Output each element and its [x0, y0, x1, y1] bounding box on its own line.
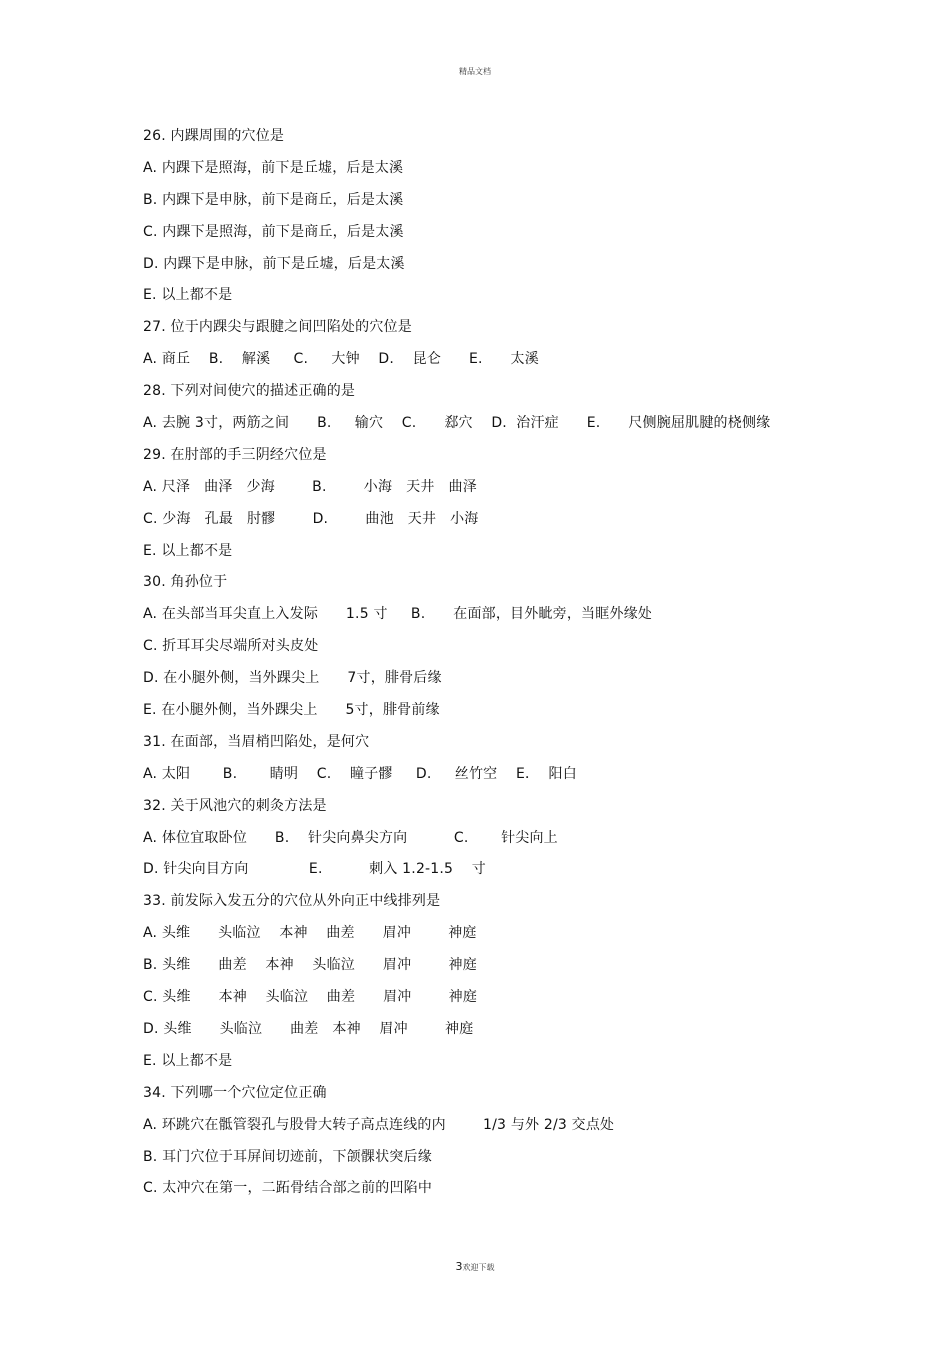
question-30-option-c: C. 折耳耳尖尽端所对头皮处 — [143, 638, 319, 655]
header-text: 精品文档 — [459, 67, 491, 76]
page-number: 3 — [455, 1260, 463, 1273]
question-33-option-c: C. 头维 本神 头临泣 曲差 眉冲 神庭 — [143, 989, 478, 1006]
question-27-options: A. 商丘 B. 解溪 C. 大钟 D. 昆仑 E. 太溪 — [143, 351, 539, 368]
question-26-option-a: A. 内踝下是照海，前下是丘墟，后是太溪 — [143, 159, 404, 176]
question-34-option-a: A. 环跳穴在骶管裂孔与股骨大转子高点连线的内 1/3 与外 2/3 交点处 — [143, 1116, 615, 1133]
question-34-title: 34. 下列哪一个穴位定位正确 — [143, 1084, 327, 1101]
question-34-option-c: C. 太冲穴在第一，二跖骨结合部之前的凹陷中 — [143, 1180, 433, 1197]
question-32-options-abc: A. 体位宜取卧位 B. 针尖向鼻尖方向 C. 针尖向上 — [143, 829, 558, 846]
question-28-options: A. 去腕 3寸，两筋之间 B. 输穴 C. 郄穴 D. 治汗症 E. 尺侧腕屈肌腱的桡侧缘 — [143, 415, 771, 432]
question-32-title: 32. 关于风池穴的刺灸方法是 — [143, 797, 327, 814]
question-30-options-ab: A. 在头部当耳尖直上入发际 1.5 寸 B. 在面部，目外眦旁，当眶外缘处 — [143, 606, 653, 623]
question-33-option-b: B. 头维 曲差 本神 头临泣 眉冲 神庭 — [143, 957, 477, 974]
question-34-option-b: B. 耳门穴位于耳屏间切迹前，下颌髁状突后缘 — [143, 1148, 432, 1165]
question-26-option-c: C. 内踝下是照海，前下是商丘，后是太溪 — [143, 223, 404, 240]
question-33-option-d: D. 头维 头临泣 曲差 本神 眉冲 神庭 — [143, 1020, 474, 1037]
question-33-title: 33. 前发际入发五分的穴位从外向正中线排列是 — [143, 893, 441, 910]
question-29-title: 29. 在肘部的手三阴经穴位是 — [143, 446, 327, 463]
question-26-option-d: D. 内踝下是申脉，前下是丘墟，后是太溪 — [143, 255, 405, 272]
question-29-options-cd: C. 少海 孔最 肘髎 D. 曲池 天井 小海 — [143, 510, 479, 527]
question-32-options-de: D. 针尖向目方向 E. 刺入 1.2-1.5 寸 — [143, 861, 486, 878]
page-footer — [0, 1260, 950, 1273]
question-33-option-a: A. 头维 头临泣 本神 曲差 眉冲 神庭 — [143, 925, 477, 942]
footer-text: 欢迎下载 — [462, 1263, 495, 1272]
question-26-title: 26. 内踝周围的穴位是 — [143, 128, 285, 144]
page-header — [0, 66, 950, 77]
question-31-options: A. 太阳 B. 睛明 C. 瞳子髎 D. 丝竹空 E． 阳白 — [143, 765, 577, 782]
question-27-title: 27. 位于内踝尖与跟腱之间凹陷处的穴位是 — [143, 319, 412, 336]
document-body — [143, 123, 863, 1207]
question-29-options-ab: A. 尺泽 曲泽 少海 B. 小海 天井 曲泽 — [143, 478, 477, 495]
question-30-option-d: D. 在小腿外侧，当外踝尖上 7寸，腓骨后缘 — [143, 670, 442, 687]
question-26-option-e: E. 以上都不是 — [143, 287, 233, 304]
question-26-option-b: B. 内踝下是申脉，前下是商丘，后是太溪 — [143, 191, 404, 208]
question-29-option-e: E. 以上都不是 — [143, 542, 233, 559]
question-28-title: 28. 下列对间使穴的描述正确的是 — [143, 383, 356, 400]
question-33-option-e: E. 以上都不是 — [143, 1052, 233, 1069]
question-30-title: 30. 角孙位于 — [143, 574, 228, 591]
question-31-title: 31. 在面部，当眉梢凹陷处，是何穴 — [143, 733, 370, 750]
question-30-option-e: E. 在小腿外侧，当外踝尖上 5寸，腓骨前缘 — [143, 702, 440, 719]
